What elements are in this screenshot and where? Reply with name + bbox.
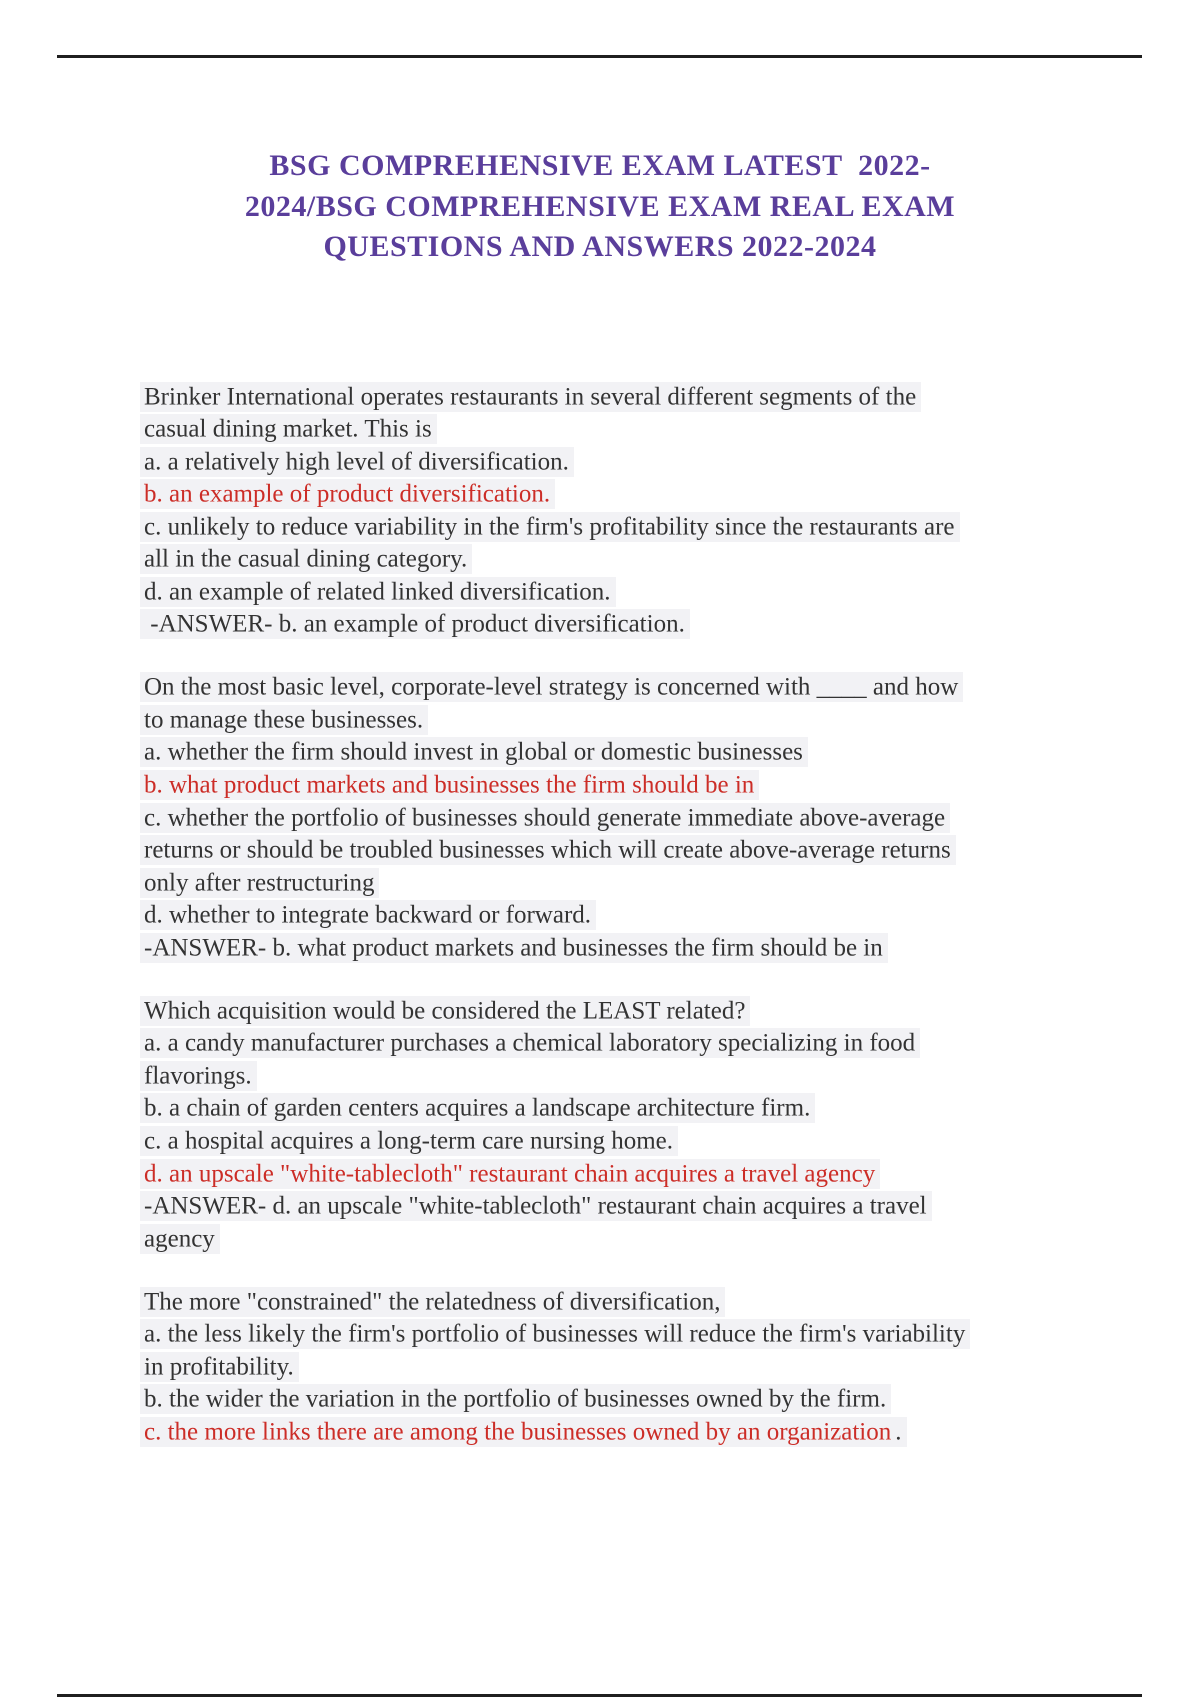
text-line: [144, 1384, 1114, 1417]
body-text: returns or should be troubled businesses which will create above-average returns: [140, 835, 956, 865]
body-text: a. whether the firm should invest in global or domestic businesses: [140, 737, 808, 767]
body-text: flavorings.: [140, 1061, 257, 1091]
question-block: [144, 995, 1114, 1255]
title-line: QUESTIONS AND ANSWERS 2022-2024: [323, 230, 877, 263]
text-line: [144, 381, 1114, 414]
body-text: casual dining market. This is: [140, 414, 437, 444]
body-text: d. whether to integrate backward or forward.: [140, 900, 596, 930]
text-line: [144, 1060, 1114, 1093]
body-text: b. the wider the variation in the portfolio of businesses owned by the firm.: [140, 1384, 891, 1414]
text-line: [144, 932, 1114, 965]
body-text: agency: [140, 1224, 220, 1254]
red-text: c. the more links there are among the businesses owned by an organization: [140, 1417, 896, 1447]
text-line: [144, 1319, 1114, 1352]
text-line: [144, 737, 1114, 770]
top-rule: [57, 55, 1142, 58]
text-line: [144, 867, 1114, 900]
text-line: [144, 446, 1114, 479]
text-line: [144, 1351, 1114, 1384]
title-line: 2024/BSG COMPREHENSIVE EXAM REAL EXAM: [244, 189, 956, 223]
red-text: b. an example of product diversification.: [140, 479, 555, 509]
title-line: BSG COMPREHENSIVE EXAM LATEST 2022-: [269, 149, 931, 182]
body-text: -ANSWER- b. what product markets and businesses the firm should be in: [140, 933, 888, 963]
body-text: a. the less likely the firm's portfolio of businesses will reduce the firm's variability: [140, 1319, 970, 1349]
body-text: a. a candy manufacturer purchases a chemical laboratory specializing in food: [140, 1028, 920, 1058]
bottom-rule: [57, 1694, 1142, 1697]
text-line: [144, 1028, 1114, 1061]
body-text: c. a hospital acquires a long-term care nursing home.: [140, 1126, 678, 1156]
answer-option-highlighted: [144, 770, 1114, 803]
red-text: b. what product markets and businesses the firm should be in: [140, 770, 759, 800]
text-line: [144, 609, 1114, 642]
body-text: only after restructuring: [140, 868, 379, 898]
answer-option-highlighted: [144, 1158, 1114, 1191]
red-text: d. an upscale "white-tablecloth" restaurant chain acquires a travel agency: [140, 1159, 880, 1189]
questions-container: [144, 381, 1114, 1479]
text-line: [144, 414, 1114, 447]
body-text: a. a relatively high level of diversification.: [140, 447, 574, 477]
text-line: [144, 835, 1114, 868]
text-line: [144, 1125, 1114, 1158]
text-line: [144, 1223, 1114, 1256]
body-text: Brinker International operates restaurants in several different segments of the: [140, 382, 921, 412]
text-line: [144, 704, 1114, 737]
body-text: The more "constrained" the relatedness of diversification,: [140, 1287, 725, 1317]
text-line: [144, 672, 1114, 705]
body-text: .: [891, 1417, 906, 1447]
body-text: c. whether the portfolio of businesses should generate immediate above-average: [140, 803, 950, 833]
text-line: [144, 511, 1114, 544]
body-text: b. a chain of garden centers acquires a landscape architecture firm.: [140, 1093, 815, 1123]
body-text: to manage these businesses.: [140, 705, 428, 735]
body-text: -ANSWER- d. an upscale "white-tablecloth" restaurant chain acquires a travel: [140, 1191, 932, 1221]
body-text: c. unlikely to reduce variability in the firm's profitability since the restaurants are: [140, 512, 960, 542]
body-text: d. an example of related linked diversification.: [140, 577, 616, 607]
answer-option-highlighted: [144, 479, 1114, 512]
text-line: [144, 1093, 1114, 1126]
text-line: [144, 1286, 1114, 1319]
answer-option-highlighted: [144, 1416, 1114, 1449]
body-text: -ANSWER- b. an example of product diversification.: [140, 609, 690, 639]
text-line: [144, 1191, 1114, 1224]
body-text: Which acquisition would be considered the LEAST related?: [140, 996, 750, 1026]
text-line: [144, 900, 1114, 933]
text-line: [144, 802, 1114, 835]
question-block: [144, 1286, 1114, 1449]
question-block: [144, 672, 1114, 965]
body-text: in profitability.: [140, 1352, 299, 1382]
text-line: [144, 995, 1114, 1028]
body-text: all in the casual dining category.: [140, 544, 472, 574]
document-title: [0, 146, 1200, 268]
text-line: [144, 544, 1114, 577]
question-block: [144, 381, 1114, 641]
text-line: [144, 576, 1114, 609]
body-text: On the most basic level, corporate-level strategy is concerned with ____ and how: [140, 672, 963, 702]
